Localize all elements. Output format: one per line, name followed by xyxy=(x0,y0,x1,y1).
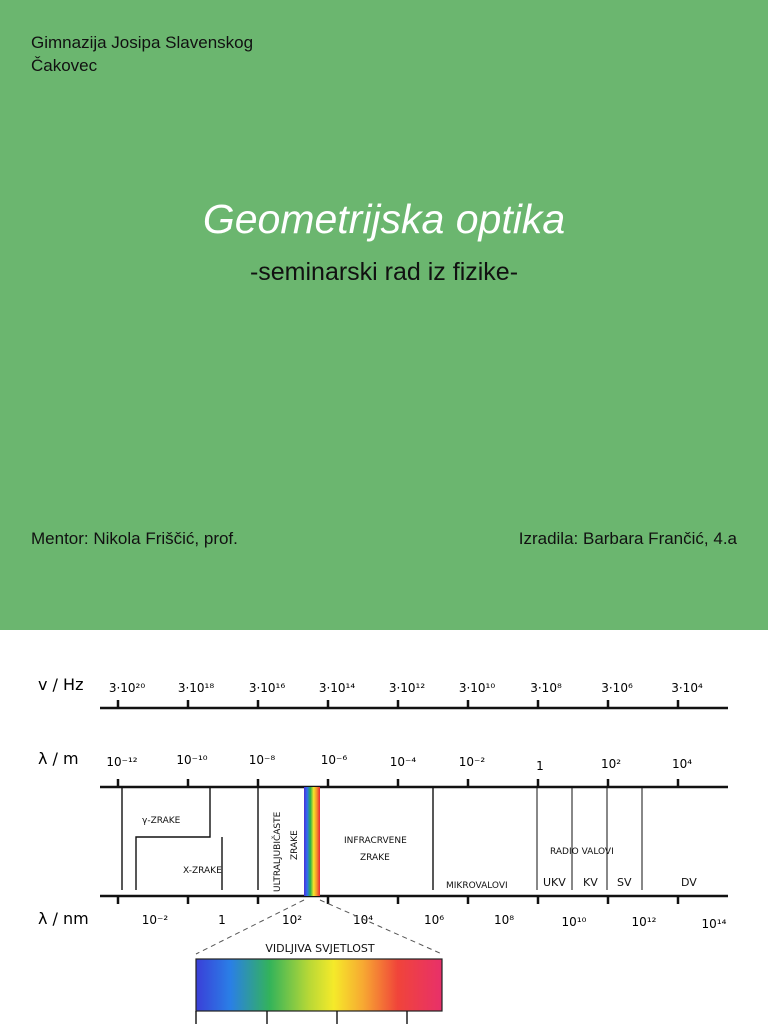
school-name xyxy=(31,31,253,77)
freq-tick-label: 3·10⁶ xyxy=(601,681,633,695)
lambda-m-tick-label: 10⁴ xyxy=(671,757,693,771)
dv-label: DV xyxy=(681,876,697,889)
ir-label-2: ZRAKE xyxy=(360,853,390,863)
radio-label: RADIO VALOVI xyxy=(550,847,614,857)
visible-light-label: VIDLJIVA SVJETLOST xyxy=(265,942,375,955)
visible-band-ticks xyxy=(196,1011,407,1024)
lambda-m-axis-label: λ / m xyxy=(38,749,79,768)
visible-band-narrow xyxy=(304,787,320,896)
freq-tick-label: 3·10⁸ xyxy=(530,681,562,695)
visible-band-wide xyxy=(196,959,442,1011)
freq-tick-label: 3·10¹⁴ xyxy=(318,681,356,695)
school-line-1: Gimnazija Josipa Slavenskog xyxy=(31,33,254,52)
sv-label: SV xyxy=(617,876,632,889)
freq-tick-label: 3·10¹⁸ xyxy=(177,681,215,695)
kv-label: KV xyxy=(583,876,598,889)
lambda-nm-tick-label: 10⁻² xyxy=(141,913,169,927)
lambda-nm-tick-label: 10² xyxy=(281,913,303,927)
band-labels xyxy=(142,811,697,892)
freq-axis-line xyxy=(100,700,728,708)
document-title: Geometrijska optika xyxy=(202,196,566,242)
lambda-m-tick-label: 10⁻⁴ xyxy=(389,755,417,769)
freq-tick-label: 3·10¹² xyxy=(388,681,426,695)
lambda-m-tick-label: 10⁻¹² xyxy=(106,755,138,769)
lambda-nm-axis-label: λ / nm xyxy=(38,909,89,928)
ukv-label: UKV xyxy=(543,876,566,889)
ir-label: INFRACRVENE xyxy=(344,836,407,846)
spectrum-band-lines xyxy=(100,779,728,896)
freq-tick-label: 3·10⁴ xyxy=(671,681,703,695)
freq-tick-label: 3·10¹⁰ xyxy=(458,681,496,695)
lambda-nm-tick-label: 10¹⁰ xyxy=(561,915,587,929)
freq-tick-labels xyxy=(109,681,703,695)
lambda-m-tick-label: 10² xyxy=(600,757,622,771)
lambda-nm-tick-labels xyxy=(142,913,727,931)
xray-label: X-ZRAKE xyxy=(183,866,222,876)
document-subtitle: -seminarski rad iz fizike- xyxy=(249,258,519,286)
uv-label-2: ZRAKE xyxy=(290,830,300,860)
school-line-2: Čakovec xyxy=(31,56,98,75)
uv-label: ULTRALJUBIČASTE xyxy=(273,811,283,892)
lambda-nm-tick-label: 1 xyxy=(218,913,226,927)
lambda-m-tick-label: 10⁻⁸ xyxy=(248,753,276,767)
lambda-m-tick-label: 10⁻¹⁰ xyxy=(176,753,208,767)
author-label: Izradila: Barbara Frančić, 4.a xyxy=(518,529,737,548)
microwave-label: MIKROVALOVI xyxy=(446,881,508,891)
lambda-m-tick-label: 10⁻² xyxy=(458,755,486,769)
electromagnetic-spectrum-figure xyxy=(0,630,768,1024)
mentor-label: Mentor: Nikola Friščić, prof. xyxy=(31,529,238,548)
lambda-m-tick-label: 10⁻⁶ xyxy=(320,753,348,767)
lambda-nm-tick-label: 10⁶ xyxy=(423,913,445,927)
lambda-m-tick-labels xyxy=(106,753,692,773)
lambda-nm-tick-label: 10¹⁴ xyxy=(701,917,727,931)
lambda-m-tick-label: 1 xyxy=(536,759,544,773)
lambda-nm-tick-label: 10¹² xyxy=(631,915,657,929)
freq-axis-label: v / Hz xyxy=(38,675,84,694)
lambda-nm-tick-label: 10⁴ xyxy=(352,913,374,927)
gamma-label: γ-ZRAKE xyxy=(142,816,181,826)
freq-tick-label: 3·10²⁰ xyxy=(108,681,146,695)
lambda-nm-tick-label: 10⁸ xyxy=(493,913,515,927)
freq-tick-label: 3·10¹⁶ xyxy=(248,681,286,695)
